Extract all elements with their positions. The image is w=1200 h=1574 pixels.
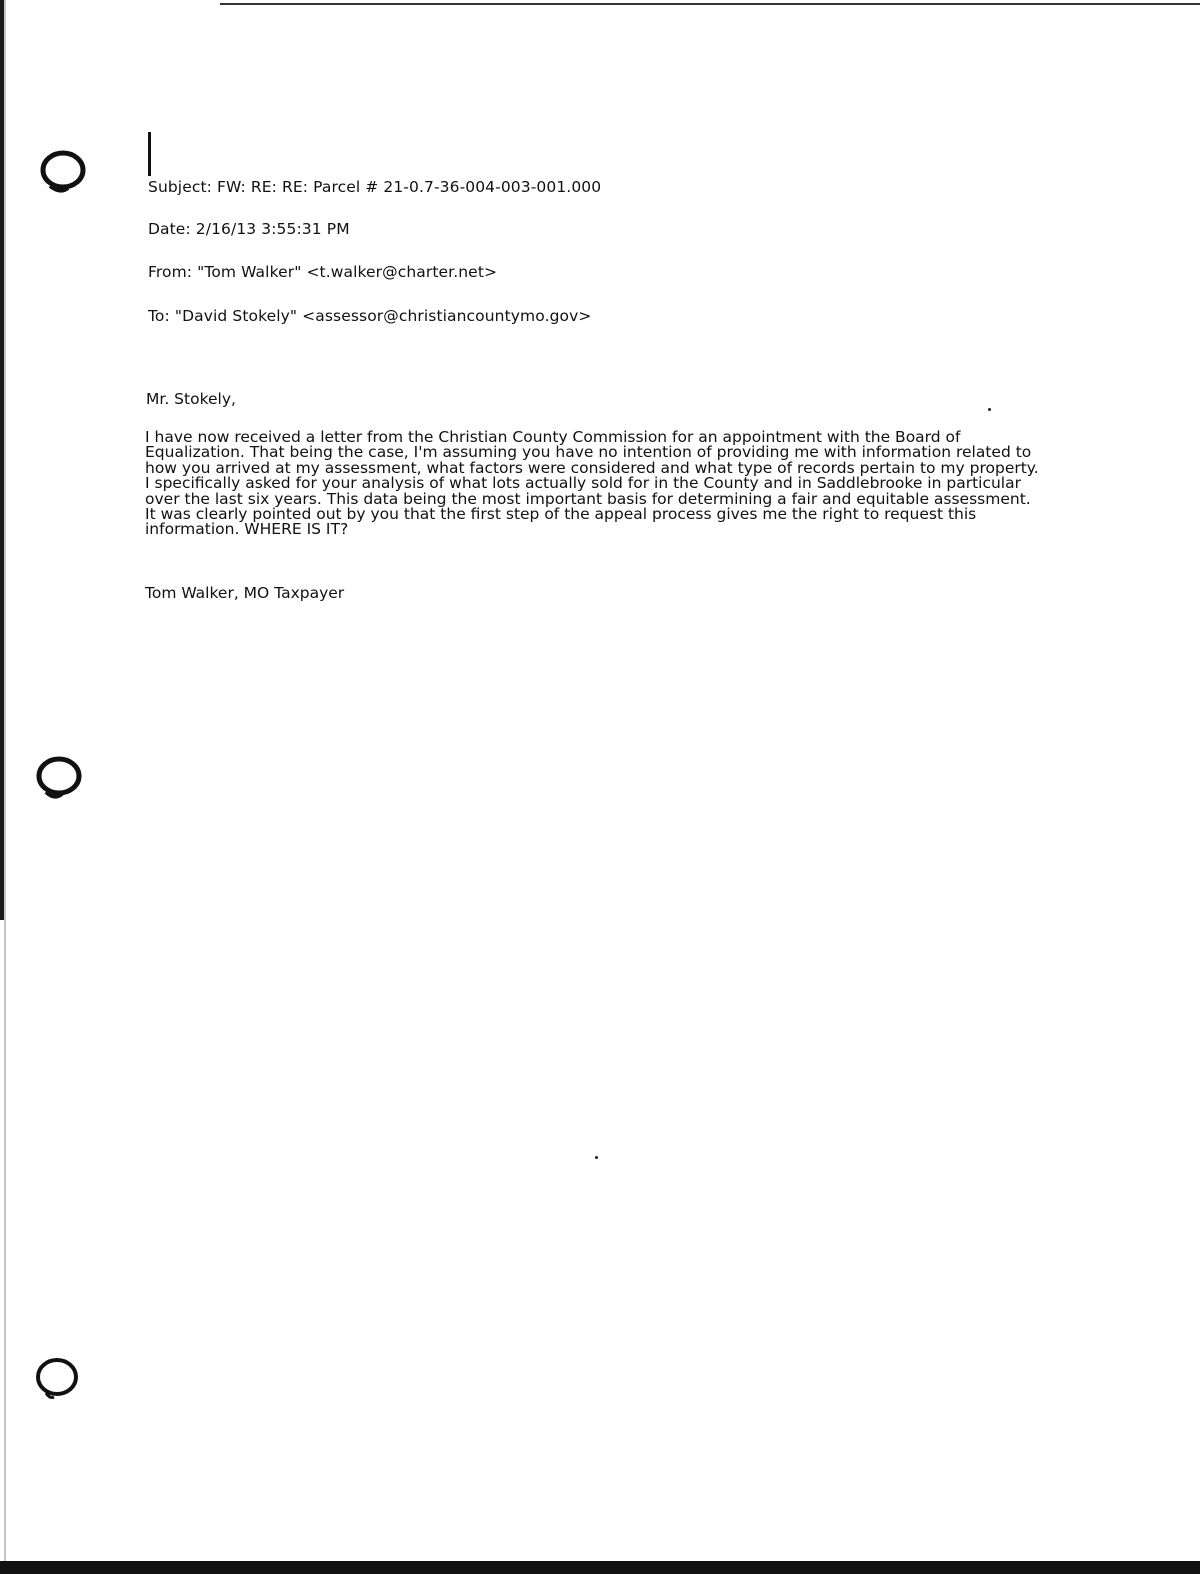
scan-speck [988,408,991,411]
email-body [145,430,1075,538]
punch-hole-bottom [32,1355,82,1401]
email-subject: Subject: FW: RE: RE: Parcel # 21-0.7-36-004-003-001.000 [148,178,602,196]
body-line: over the last six years. This data being the most important basis for determining a fair and equitable assessment. [145,489,1031,508]
text-cursor-mark [148,132,151,176]
email-to: To: "David Stokely" <assessor@christiancountymo.gov> [148,307,592,325]
email-signature: Tom Walker, MO Taxpayer [145,584,345,602]
email-greeting: Mr. Stokely, [146,390,236,408]
body-line: I have now received a letter from the Christian County Commission for an appointment with the Board of [145,428,961,446]
body-line: Equalization. That being the case, I'm assuming you have no intention of providing me with information related to [145,443,1032,462]
punch-hole-middle [34,754,84,800]
scan-edge-top [220,3,1200,5]
body-line: It was clearly pointed out by you that the first step of the appeal process gives me the right to request this [145,505,977,524]
scan-edge-shadow [4,0,6,1574]
body-line: I specifically asked for your analysis of what lots actually sold for in the County and in Saddlebrooke in particular [145,474,1021,493]
punch-hole-top [38,148,88,194]
email-from: From: "Tom Walker" <t.walker@charter.net> [148,263,498,281]
scan-edge-bottom [0,1561,1200,1574]
body-line: information. WHERE IS IT? [145,520,349,539]
email-date: Date: 2/16/13 3:55:31 PM [148,220,350,238]
scan-speck [595,1156,598,1159]
body-line: how you arrived at my assessment, what factors were considered and what type of records pertain to my property. [145,458,1039,477]
